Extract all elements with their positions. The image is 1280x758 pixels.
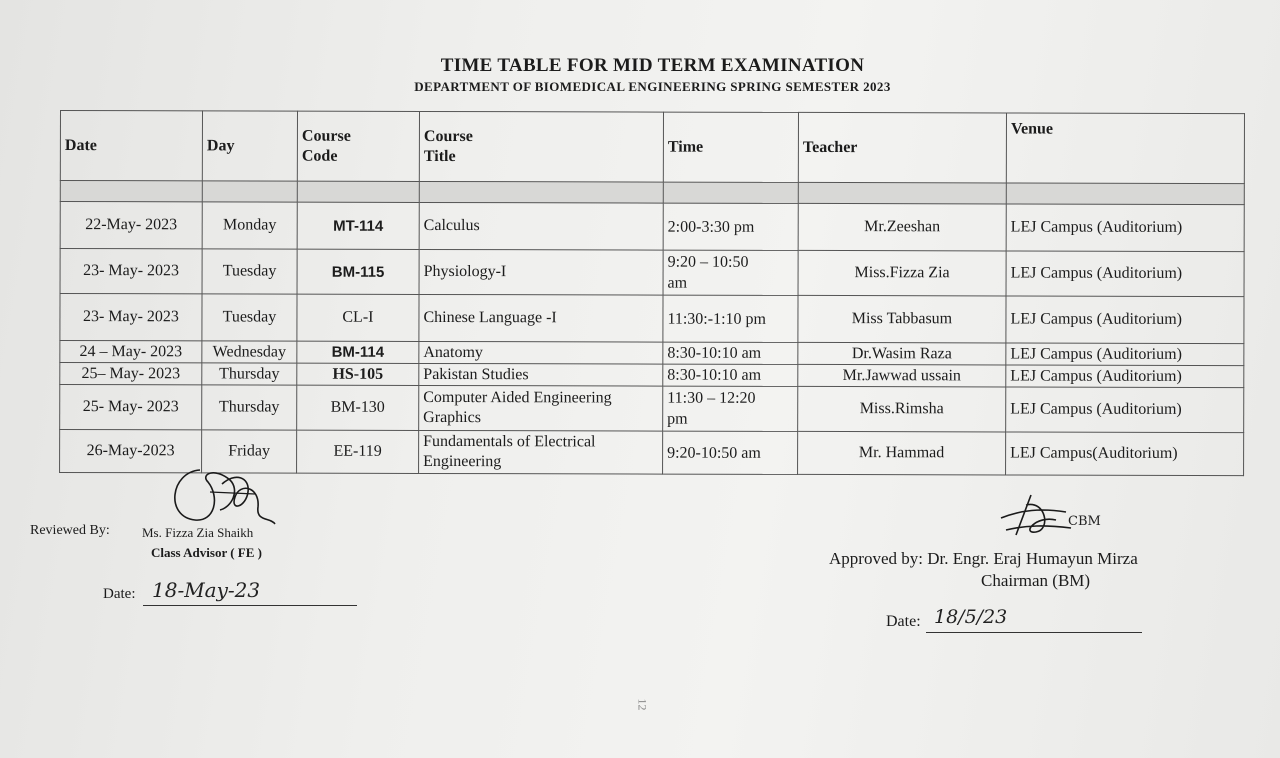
course-code: BM-114 bbox=[297, 341, 419, 363]
reviewed-by-label: Reviewed By: bbox=[30, 523, 110, 538]
exam-day: Tuesday bbox=[202, 249, 297, 294]
teacher-name: Mr.Jawwad ussain bbox=[798, 364, 1006, 387]
course-title bbox=[419, 363, 663, 386]
col-time-header: Time bbox=[663, 112, 798, 182]
review-date-label: Date: bbox=[103, 586, 136, 602]
course-code: HS-105 bbox=[297, 363, 419, 385]
table-row bbox=[60, 202, 1244, 252]
spacer-cell bbox=[60, 181, 202, 202]
spacer-cell bbox=[202, 181, 297, 202]
course-title bbox=[419, 430, 663, 474]
col-title-header-line1: Course bbox=[423, 127, 473, 145]
reviewer-name: Ms. Fizza Zia Shaikh bbox=[142, 525, 254, 540]
exam-day: Thursday bbox=[202, 363, 297, 385]
course-title-line2: Graphics bbox=[423, 408, 481, 427]
teacher-name: Dr.Wasim Raza bbox=[798, 342, 1006, 365]
approver-signature-icon bbox=[996, 490, 1076, 540]
course-title-line1: Computer Aided Engineering bbox=[423, 388, 612, 407]
table-row bbox=[60, 249, 1244, 297]
course-title bbox=[419, 202, 663, 250]
approver-signature-text: CBM bbox=[1068, 514, 1101, 529]
course-title-line1: Chinese Language -I bbox=[423, 308, 557, 327]
approval-date-line bbox=[926, 632, 1142, 633]
course-code: MT-114 bbox=[297, 202, 419, 249]
teacher-name: Miss Tabbasum bbox=[798, 295, 1006, 343]
col-code-header-line1: Course bbox=[301, 127, 351, 145]
exam-venue: LEJ Campus (Auditorium) bbox=[1006, 251, 1244, 297]
course-title-line2: Engineering bbox=[423, 452, 502, 471]
approved-by-label: Approved by: Dr. Engr. Eraj Humayun Mirza bbox=[829, 549, 1138, 568]
exam-time-line1: 11:30 – 12:20 bbox=[667, 389, 756, 407]
document-subtitle: DEPARTMENT OF BIOMEDICAL ENGINEERING SPRING SEMESTER 2023 bbox=[414, 79, 891, 94]
exam-time-line1: 8:30-10:10 am bbox=[667, 344, 762, 362]
exam-time bbox=[663, 295, 798, 342]
exam-venue: LEJ Campus (Auditorium) bbox=[1006, 343, 1244, 366]
course-title bbox=[419, 249, 663, 295]
timetable bbox=[59, 110, 1245, 476]
course-title-line1: Fundamentals of Electrical bbox=[423, 432, 596, 451]
exam-time-line2: pm bbox=[667, 410, 688, 428]
teacher-name: Miss.Rimsha bbox=[798, 386, 1006, 432]
exam-time-line1: 8:30-10:10 am bbox=[667, 366, 762, 384]
course-title bbox=[419, 385, 663, 431]
exam-date: 25- May- 2023 bbox=[60, 385, 202, 430]
col-title-header-line2: Title bbox=[423, 147, 456, 165]
course-code: CL-I bbox=[297, 294, 419, 341]
exam-time bbox=[663, 250, 798, 295]
approval-date-handwritten: 18/5/23 bbox=[934, 606, 1008, 628]
exam-date: 26-May-2023 bbox=[60, 430, 202, 473]
exam-time bbox=[663, 431, 798, 474]
col-date-header: Date bbox=[60, 111, 202, 181]
exam-venue: LEJ Campus (Auditorium) bbox=[1006, 204, 1244, 252]
table-row bbox=[60, 385, 1244, 433]
approver-role: Chairman (BM) bbox=[981, 571, 1091, 590]
exam-date: 25– May- 2023 bbox=[60, 363, 202, 385]
spacer-cell bbox=[419, 181, 663, 203]
review-date-line bbox=[143, 605, 357, 606]
table-row bbox=[60, 341, 1244, 366]
spacer-cell bbox=[297, 181, 419, 202]
exam-date: 23- May- 2023 bbox=[60, 249, 202, 294]
exam-time bbox=[663, 342, 798, 364]
exam-venue: LEJ Campus (Auditorium) bbox=[1006, 365, 1244, 388]
exam-time bbox=[663, 364, 798, 386]
exam-day: Monday bbox=[202, 202, 297, 249]
exam-time-line1: 9:20-10:50 am bbox=[667, 444, 761, 462]
course-code: BM-130 bbox=[297, 385, 419, 430]
course-title-line1: Anatomy bbox=[423, 343, 483, 361]
spacer-cell bbox=[663, 182, 798, 203]
exam-time bbox=[663, 386, 798, 431]
course-code: BM-115 bbox=[297, 249, 419, 294]
col-code-header bbox=[297, 111, 419, 181]
table-row bbox=[60, 294, 1244, 344]
exam-day: Thursday bbox=[202, 385, 297, 430]
approval-date-label: Date: bbox=[886, 613, 921, 630]
course-title-line1: Pakistan Studies bbox=[423, 365, 529, 383]
exam-time-line2: am bbox=[667, 274, 688, 292]
exam-time-line1: 2:00-3:30 pm bbox=[667, 218, 755, 236]
exam-venue: LEJ Campus (Auditorium) bbox=[1006, 387, 1244, 433]
spacer-cell bbox=[798, 182, 1006, 204]
exam-time-line1: 9:20 – 10:50 bbox=[667, 253, 749, 271]
exam-day: Friday bbox=[202, 430, 297, 473]
exam-time bbox=[663, 203, 798, 250]
exam-venue: LEJ Campus(Auditorium) bbox=[1006, 432, 1244, 476]
exam-date: 24 – May- 2023 bbox=[60, 341, 202, 363]
exam-day: Tuesday bbox=[202, 294, 297, 341]
spacer-cell bbox=[1006, 183, 1244, 205]
review-date-handwritten: 18-May-23 bbox=[152, 578, 261, 602]
course-title bbox=[419, 341, 663, 364]
course-title-line1: Calculus bbox=[423, 216, 480, 235]
col-venue-header: Venue bbox=[1006, 113, 1244, 184]
exam-date: 22-May- 2023 bbox=[60, 202, 202, 249]
table-header-row bbox=[60, 111, 1244, 184]
stray-mark: 12 bbox=[635, 698, 650, 711]
col-title-header bbox=[419, 111, 663, 182]
reviewer-role: Class Advisor ( FE ) bbox=[151, 545, 262, 560]
col-day-header: Day bbox=[202, 111, 297, 181]
reviewer-signature-icon bbox=[160, 462, 280, 532]
teacher-name: Mr. Hammad bbox=[798, 431, 1006, 475]
exam-time-line1: 11:30:-1:10 pm bbox=[667, 310, 766, 328]
course-code: EE-119 bbox=[297, 430, 419, 473]
course-title bbox=[419, 294, 663, 342]
course-title-line1: Physiology-I bbox=[423, 262, 507, 281]
col-teacher-header: Teacher bbox=[798, 112, 1006, 183]
table-row bbox=[60, 363, 1244, 388]
col-code-header-line2: Code bbox=[301, 147, 338, 165]
teacher-name: Mr.Zeeshan bbox=[798, 203, 1006, 251]
document-title: TIME TABLE FOR MID TERM EXAMINATION bbox=[440, 55, 865, 76]
exam-day: Wednesday bbox=[202, 341, 297, 363]
exam-venue: LEJ Campus (Auditorium) bbox=[1006, 296, 1244, 344]
exam-date: 23- May- 2023 bbox=[60, 294, 202, 341]
teacher-name: Miss.Fizza Zia bbox=[798, 250, 1006, 296]
